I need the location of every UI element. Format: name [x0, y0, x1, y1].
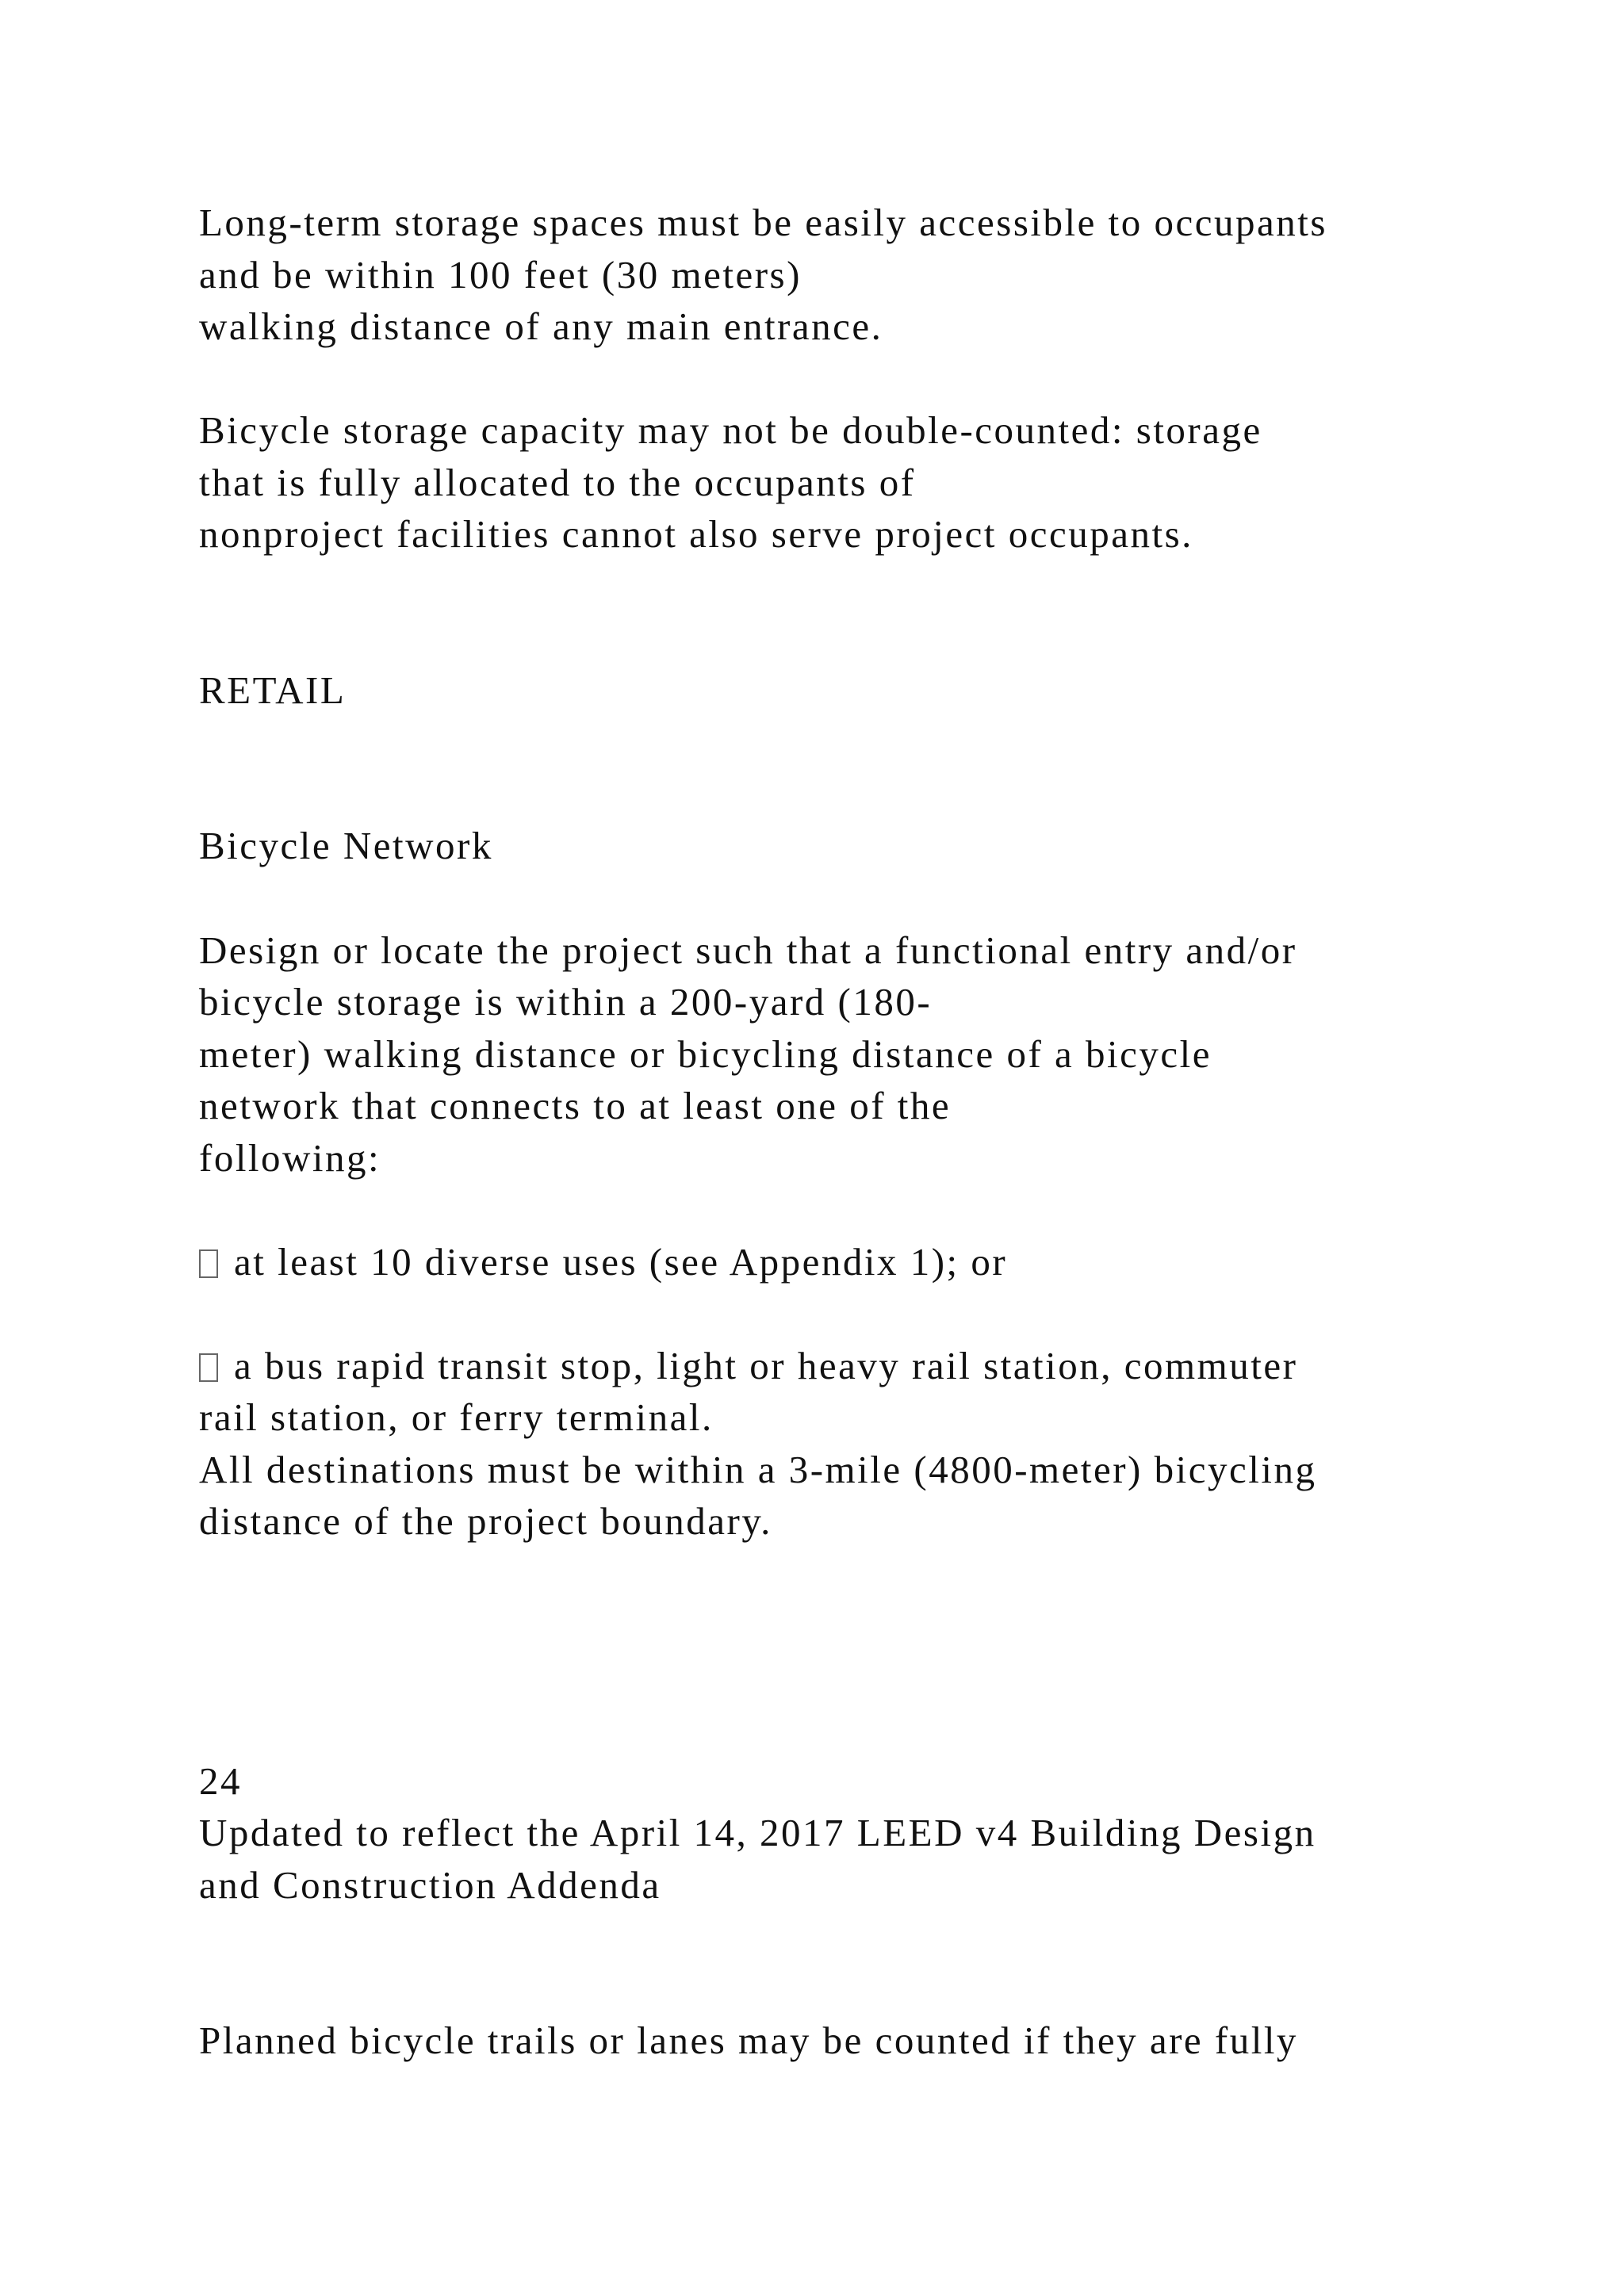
body-text-line: following: — [199, 1136, 381, 1180]
body-text-line: that is fully allocated to the occupants of — [199, 461, 916, 504]
body-text-line: network that connects to at least one of the — [199, 1084, 952, 1127]
bullet-text: a bus rapid transit stop, light or heavy rail station, commuter — [234, 1344, 1298, 1387]
page-number: 24 — [199, 1759, 242, 1803]
bullet-item — [199, 1346, 1297, 1385]
body-text-line: Design or locate the project such that a functional entry and/or — [199, 928, 1297, 972]
body-text-line: meter) walking distance or bicycling distance of a bicycle — [199, 1032, 1212, 1076]
body-text-line: Long-term storage spaces must be easily accessible to occupants — [199, 201, 1327, 244]
body-text-line: and be within 100 feet (30 meters) — [199, 253, 802, 297]
body-text-line: Bicycle storage capacity may not be double-counted: storage — [199, 408, 1262, 452]
missing-glyph-bullet-icon — [199, 1249, 218, 1278]
body-text-line: bicycle storage is within a 200-yard (180- — [199, 980, 933, 1024]
bullet-text: at least 10 diverse uses (see Appendix 1); or — [234, 1240, 1008, 1284]
section-heading-bicycle-network: Bicycle Network — [199, 824, 493, 867]
missing-glyph-bullet-icon — [199, 1353, 218, 1382]
footer-line: and Construction Addenda — [199, 1863, 661, 1907]
footer-line: Updated to reflect the April 14, 2017 LEED v4 Building Design — [199, 1811, 1316, 1854]
body-text-line: walking distance of any main entrance. — [199, 304, 883, 348]
body-text-line: nonproject facilities cannot also serve project occupants. — [199, 512, 1193, 556]
body-text-line: rail station, or ferry terminal. — [199, 1395, 714, 1439]
body-text-line: distance of the project boundary. — [199, 1499, 772, 1543]
section-heading-retail: RETAIL — [199, 668, 347, 712]
body-text-line: Planned bicycle trails or lanes may be counted if they are fully — [199, 2019, 1298, 2062]
body-text-line: All destinations must be within a 3-mile (4800-meter) bicycling — [199, 1448, 1317, 1491]
bullet-item — [199, 1240, 1008, 1284]
